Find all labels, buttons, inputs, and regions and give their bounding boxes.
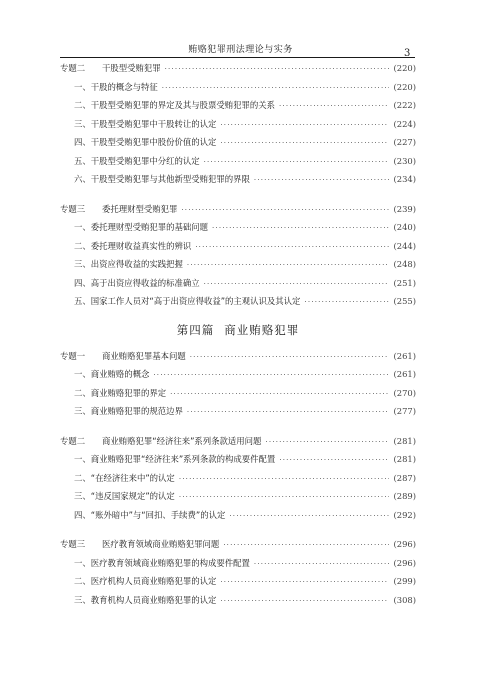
chapter-title: 干股型受贿犯罪 (102, 63, 161, 73)
dot-leader (254, 176, 390, 184)
page-ref: (287) (393, 472, 416, 483)
toc-chapter[interactable] (60, 538, 416, 557)
dot-leader (179, 493, 390, 501)
item-title: 二、委托理财收益真实性的辨识 (74, 240, 192, 251)
item-title: 二、干股型受贿犯罪的界定及其与股票受贿犯罪的关系 (74, 100, 275, 110)
chapter-label: 专题二 (60, 435, 86, 446)
item-title: 一、商业贿赂的概念 (74, 369, 150, 379)
item-title: 三、出资应得收益的实践把握 (74, 259, 183, 269)
page-ref: (255) (393, 296, 416, 306)
toc-item[interactable] (60, 118, 416, 137)
dot-leader (165, 65, 390, 73)
table-of-contents (60, 62, 416, 612)
toc-item[interactable] (60, 258, 416, 277)
toc-item[interactable] (60, 453, 416, 472)
item-title: 六、干股型受贿犯罪与其他新型受贿犯罪的界限 (74, 174, 250, 184)
page-ref: (220) (393, 81, 416, 92)
item-title: 三、“违反国家规定”的认定 (74, 491, 175, 501)
running-header: 贿赂犯罪刑法理论与实务 (188, 45, 293, 55)
section-gap (60, 192, 416, 203)
dot-leader (170, 390, 389, 398)
chapter-label: 专题一 (60, 350, 86, 361)
toc-item[interactable] (60, 81, 416, 100)
toc-item[interactable] (60, 575, 416, 594)
dot-leader (279, 456, 389, 464)
item-title: 四、干股型受贿犯罪中股份价值的认定 (74, 137, 217, 147)
dot-leader (265, 438, 389, 446)
section-gap (60, 527, 416, 538)
dot-leader (179, 475, 390, 483)
toc-item[interactable] (60, 295, 416, 314)
item-title: 二、“在经济往来中”的认定 (74, 472, 175, 483)
page-ref: (239) (393, 203, 416, 214)
page-ref: (224) (393, 118, 416, 129)
dot-leader (212, 224, 389, 232)
dot-leader (181, 206, 389, 214)
page-ref: (240) (393, 222, 416, 232)
item-title: 一、商业贿赂犯罪“经济往来”系列条款的构成要件配置 (74, 454, 276, 464)
dot-leader (153, 371, 389, 379)
toc-item[interactable] (60, 173, 416, 192)
item-title: 四、“账外暗中”与“回扣、手续费”的认定 (74, 509, 226, 520)
chapter-title: 委托理财型受贿犯罪 (102, 203, 178, 214)
item-title: 一、干股的概念与特征 (74, 81, 158, 92)
page-ref: (227) (393, 137, 416, 147)
chapter-title: 商业贿赂犯罪“经济往来”系列条款适用问题 (102, 435, 262, 446)
toc-chapter[interactable] (60, 435, 416, 454)
chapter-title: 商业贿赂犯罪基本问题 (102, 350, 186, 361)
dot-leader (187, 408, 390, 416)
toc-item[interactable] (60, 368, 416, 387)
dot-leader (223, 541, 389, 549)
chapter-title: 医疗教育领域商业贿赂犯罪问题 (102, 539, 220, 549)
dot-leader (162, 84, 390, 92)
dot-leader (229, 512, 389, 520)
page-ref: (251) (393, 277, 416, 288)
page-ref: (244) (393, 240, 416, 251)
toc-chapter[interactable] (60, 203, 416, 222)
item-title: 二、商业贿赂犯罪的界定 (74, 387, 167, 398)
chapter-label: 专题三 (60, 203, 86, 214)
item-title: 四、高于出资应得收益的标准确立 (74, 277, 200, 288)
page-ref: (281) (393, 435, 416, 446)
toc-chapter[interactable] (60, 350, 416, 369)
toc-item[interactable] (60, 277, 416, 296)
toc-chapter[interactable] (60, 62, 416, 81)
item-title: 三、商业贿赂犯罪的规范边界 (74, 406, 183, 416)
dot-leader (220, 597, 389, 605)
toc-item[interactable] (60, 221, 416, 240)
dot-leader (220, 121, 389, 129)
page-ref: (299) (393, 576, 416, 586)
dot-leader (254, 560, 390, 568)
page-ref: (261) (393, 369, 416, 379)
page-ref: (261) (393, 350, 416, 361)
dot-leader (204, 158, 390, 166)
page-ref: (222) (393, 100, 416, 110)
page-ref: (270) (393, 387, 416, 398)
part-title (60, 316, 416, 344)
toc-item[interactable] (60, 136, 416, 155)
page-ref: (234) (393, 174, 416, 184)
toc-item[interactable] (60, 99, 416, 118)
page-ref: (308) (393, 594, 416, 605)
page-ref: (281) (393, 454, 416, 464)
dot-leader (204, 280, 390, 288)
item-title: 一、委托理财型受贿犯罪的基础问题 (74, 222, 208, 232)
item-title: 一、医疗教育领域商业贿赂犯罪的构成要件配置 (74, 557, 250, 568)
toc-item[interactable] (60, 405, 416, 424)
page-ref: (289) (393, 491, 416, 501)
chapter-label: 专题二 (60, 63, 86, 73)
item-title: 五、干股型受贿犯罪中分红的认定 (74, 155, 200, 166)
page-number: 3 (404, 48, 411, 59)
toc-item[interactable] (60, 155, 416, 174)
toc-item[interactable] (60, 594, 416, 613)
dot-leader (195, 243, 389, 251)
toc-item[interactable] (60, 509, 416, 528)
part-label: 第四篇 (176, 322, 215, 337)
dot-leader (190, 353, 390, 361)
header-rule (60, 57, 415, 58)
page-ref: (220) (393, 63, 416, 73)
dot-leader (220, 139, 389, 147)
page-ref: (296) (393, 539, 416, 549)
item-title: 五、国家工作人员对“高于出资应得收益”的主观认识及其认定 (74, 296, 301, 306)
part-name: 商业贿赂犯罪 (224, 322, 300, 337)
page-ref: (230) (393, 155, 416, 166)
item-title: 三、教育机构人员商业贿赂犯罪的认定 (74, 594, 217, 605)
section-gap (60, 424, 416, 435)
dot-leader (220, 578, 389, 586)
chapter-label: 专题三 (60, 539, 86, 549)
dot-leader (304, 298, 389, 306)
dot-leader (279, 102, 389, 110)
toc-item[interactable] (60, 387, 416, 406)
toc-item[interactable] (60, 240, 416, 259)
page-ref: (248) (393, 259, 416, 269)
item-title: 二、医疗机构人员商业贿赂犯罪的认定 (74, 576, 217, 586)
toc-item[interactable] (60, 472, 416, 491)
toc-item[interactable] (60, 490, 416, 509)
page-ref: (292) (393, 509, 416, 520)
toc-item[interactable] (60, 557, 416, 576)
page-ref: (296) (393, 557, 416, 568)
item-title: 三、干股型受贿犯罪中干股转让的认定 (74, 118, 217, 129)
page-ref: (277) (393, 406, 416, 416)
dot-leader (187, 261, 390, 269)
